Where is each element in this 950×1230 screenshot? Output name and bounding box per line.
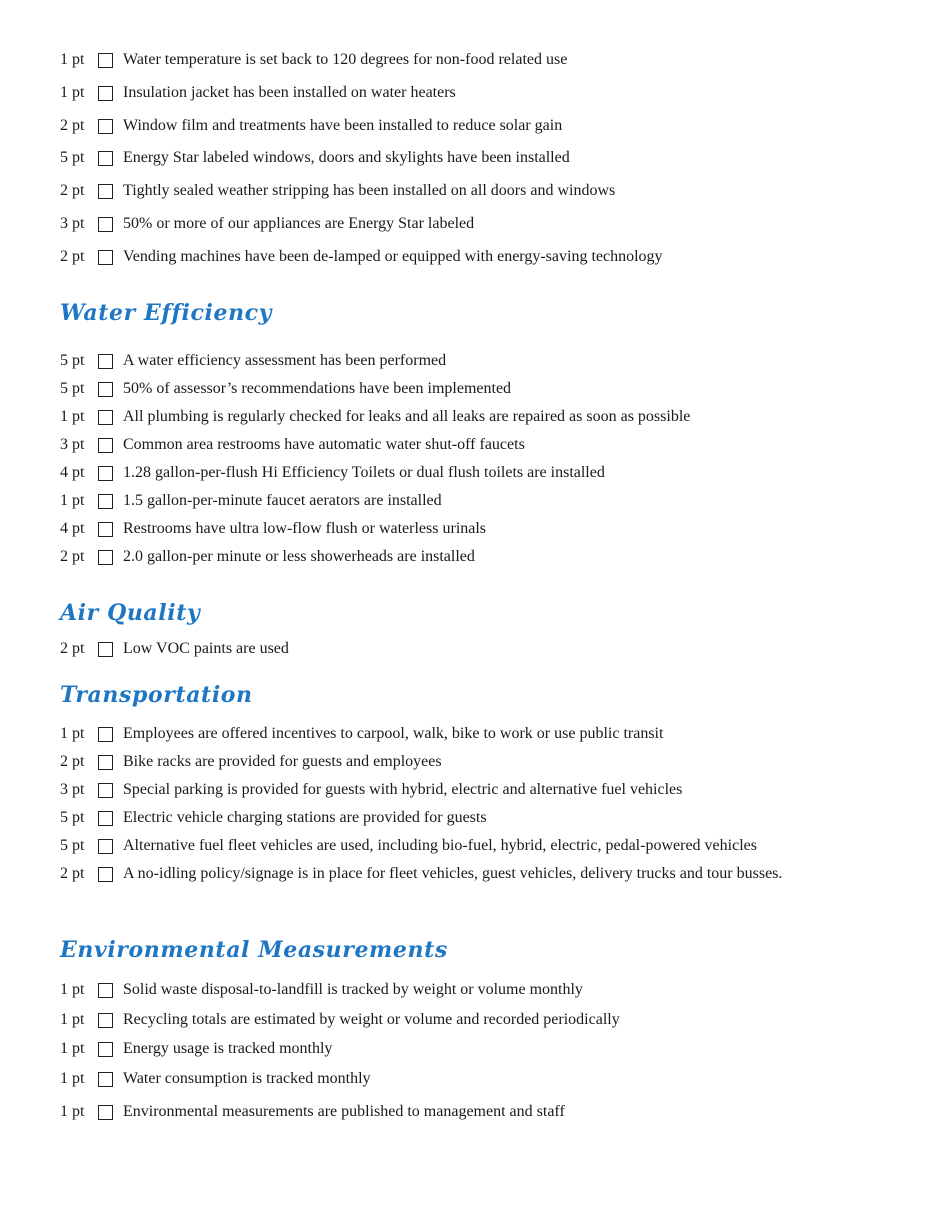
checklist-item [60, 1038, 332, 1060]
points-label: 1 pt [60, 408, 85, 425]
item-text: Bike racks are provided for guests and employees [123, 753, 442, 770]
checkbox[interactable] [98, 250, 113, 265]
checkbox[interactable] [98, 217, 113, 232]
checklist-item [60, 350, 446, 372]
checklist-item [60, 180, 615, 202]
item-text: 1.5 gallon-per-minute faucet aerators are installed [123, 492, 442, 509]
checkbox[interactable] [98, 184, 113, 199]
checklist-item [60, 246, 663, 268]
section-heading-environmental-measurements: Environmental Measurements [60, 937, 448, 963]
item-text: Low VOC paints are used [123, 640, 289, 657]
section-heading-air-quality: Air Quality [60, 600, 201, 626]
item-text: Special parking is provided for guests with hybrid, electric and alternative fuel vehicles [123, 781, 683, 798]
points-label: 5 pt [60, 809, 85, 826]
points-label: 4 pt [60, 520, 85, 537]
item-text: Environmental measurements are published to management and staff [123, 1103, 565, 1120]
item-text: Common area restrooms have automatic water shut-off faucets [123, 436, 525, 453]
points-label: 2 pt [60, 753, 85, 770]
points-label: 1 pt [60, 981, 85, 998]
checklist-item [60, 434, 525, 456]
checklist-item [60, 863, 782, 885]
checklist-item [60, 462, 605, 484]
checkbox[interactable] [98, 151, 113, 166]
points-label: 1 pt [60, 492, 85, 509]
checkbox[interactable] [98, 86, 113, 101]
item-text: 1.28 gallon-per-flush Hi Efficiency Toilets or dual flush toilets are installed [123, 464, 605, 481]
points-label: 1 pt [60, 1011, 85, 1028]
item-text: 2.0 gallon-per minute or less showerheads are installed [123, 548, 475, 565]
points-label: 4 pt [60, 464, 85, 481]
item-text: A water efficiency assessment has been performed [123, 352, 447, 369]
points-label: 2 pt [60, 548, 85, 565]
item-text: Energy Star labeled windows, doors and skylights have been installed [123, 149, 570, 166]
checklist-item [60, 82, 456, 104]
checkbox[interactable] [98, 727, 113, 742]
points-label: 1 pt [60, 1040, 85, 1057]
checklist-item [60, 723, 663, 745]
checklist-item [60, 213, 474, 235]
checklist-item [60, 1101, 565, 1123]
item-text: 50% of assessor’s recommendations have been implemented [123, 380, 512, 397]
item-text: Water consumption is tracked monthly [123, 1070, 371, 1087]
points-label: 2 pt [60, 182, 85, 199]
item-text: 50% or more of our appliances are Energy Star labeled [123, 215, 475, 232]
checkbox[interactable] [98, 466, 113, 481]
points-label: 5 pt [60, 352, 85, 369]
section-heading-transportation: Transportation [60, 682, 253, 708]
checkbox[interactable] [98, 410, 113, 425]
points-label: 5 pt [60, 149, 85, 166]
section-heading-water-efficiency: Water Efficiency [60, 300, 273, 326]
points-label: 1 pt [60, 725, 85, 742]
checkbox[interactable] [98, 1013, 113, 1028]
points-label: 1 pt [60, 1103, 85, 1120]
checklist-item [60, 835, 757, 857]
checklist-item [60, 147, 570, 169]
checklist-item [60, 1009, 620, 1031]
checklist-item [60, 518, 486, 540]
points-label: 1 pt [60, 84, 85, 101]
checklist-item [60, 979, 583, 1001]
checkbox[interactable] [98, 1105, 113, 1120]
checkbox[interactable] [98, 811, 113, 826]
points-label: 2 pt [60, 640, 85, 657]
points-label: 5 pt [60, 380, 85, 397]
checkbox[interactable] [98, 867, 113, 882]
checklist-item [60, 406, 690, 428]
item-text: Window film and treatments have been installed to reduce solar gain [123, 117, 563, 134]
checklist-item [60, 779, 682, 801]
points-label: 5 pt [60, 837, 85, 854]
checklist-item [60, 378, 511, 400]
item-text: Energy usage is tracked monthly [123, 1040, 333, 1057]
checkbox[interactable] [98, 755, 113, 770]
checkbox[interactable] [98, 983, 113, 998]
checklist-item [60, 1068, 371, 1090]
checklist-item [60, 115, 562, 137]
checkbox[interactable] [98, 438, 113, 453]
points-label: 3 pt [60, 781, 85, 798]
checkbox[interactable] [98, 1072, 113, 1087]
checkbox[interactable] [98, 550, 113, 565]
points-label: 1 pt [60, 1070, 85, 1087]
points-label: 1 pt [60, 51, 85, 68]
item-text: Vending machines have been de-lamped or equipped with energy-saving technology [123, 248, 663, 265]
checklist-item [60, 751, 442, 773]
checkbox[interactable] [98, 53, 113, 68]
item-text: Electric vehicle charging stations are provided for guests [123, 809, 487, 826]
checkbox[interactable] [98, 494, 113, 509]
item-text: Restrooms have ultra low-flow flush or waterless urinals [123, 520, 487, 537]
points-label: 3 pt [60, 215, 85, 232]
checkbox[interactable] [98, 522, 113, 537]
item-text: Recycling totals are estimated by weight or volume and recorded periodically [123, 1011, 620, 1028]
checklist-item [60, 49, 567, 71]
checkbox[interactable] [98, 382, 113, 397]
item-text: Water temperature is set back to 120 degrees for non-food related use [123, 51, 568, 68]
checkbox[interactable] [98, 642, 113, 657]
item-text: Tightly sealed weather stripping has been installed on all doors and windows [123, 182, 616, 199]
item-text: Solid waste disposal-to-landfill is tracked by weight or volume monthly [123, 981, 583, 998]
points-label: 2 pt [60, 865, 85, 882]
checkbox[interactable] [98, 1042, 113, 1057]
item-text: Employees are offered incentives to carpool, walk, bike to work or use public transit [123, 725, 664, 742]
checklist-item [60, 638, 289, 660]
checkbox[interactable] [98, 839, 113, 854]
checklist-item [60, 807, 487, 829]
checklist-item [60, 490, 442, 512]
item-text: Alternative fuel fleet vehicles are used, including bio-fuel, hybrid, electric, pedal-powered vehicles [123, 837, 757, 854]
checklist-item [60, 546, 475, 568]
item-text: A no-idling policy/signage is in place for fleet vehicles, guest vehicles, delivery trucks and tour busses. [123, 865, 783, 882]
checkbox[interactable] [98, 119, 113, 134]
item-text: Insulation jacket has been installed on water heaters [123, 84, 456, 101]
points-label: 2 pt [60, 117, 85, 134]
points-label: 3 pt [60, 436, 85, 453]
checkbox[interactable] [98, 783, 113, 798]
points-label: 2 pt [60, 248, 85, 265]
item-text: All plumbing is regularly checked for leaks and all leaks are repaired as soon as possible [123, 408, 691, 425]
checkbox[interactable] [98, 354, 113, 369]
